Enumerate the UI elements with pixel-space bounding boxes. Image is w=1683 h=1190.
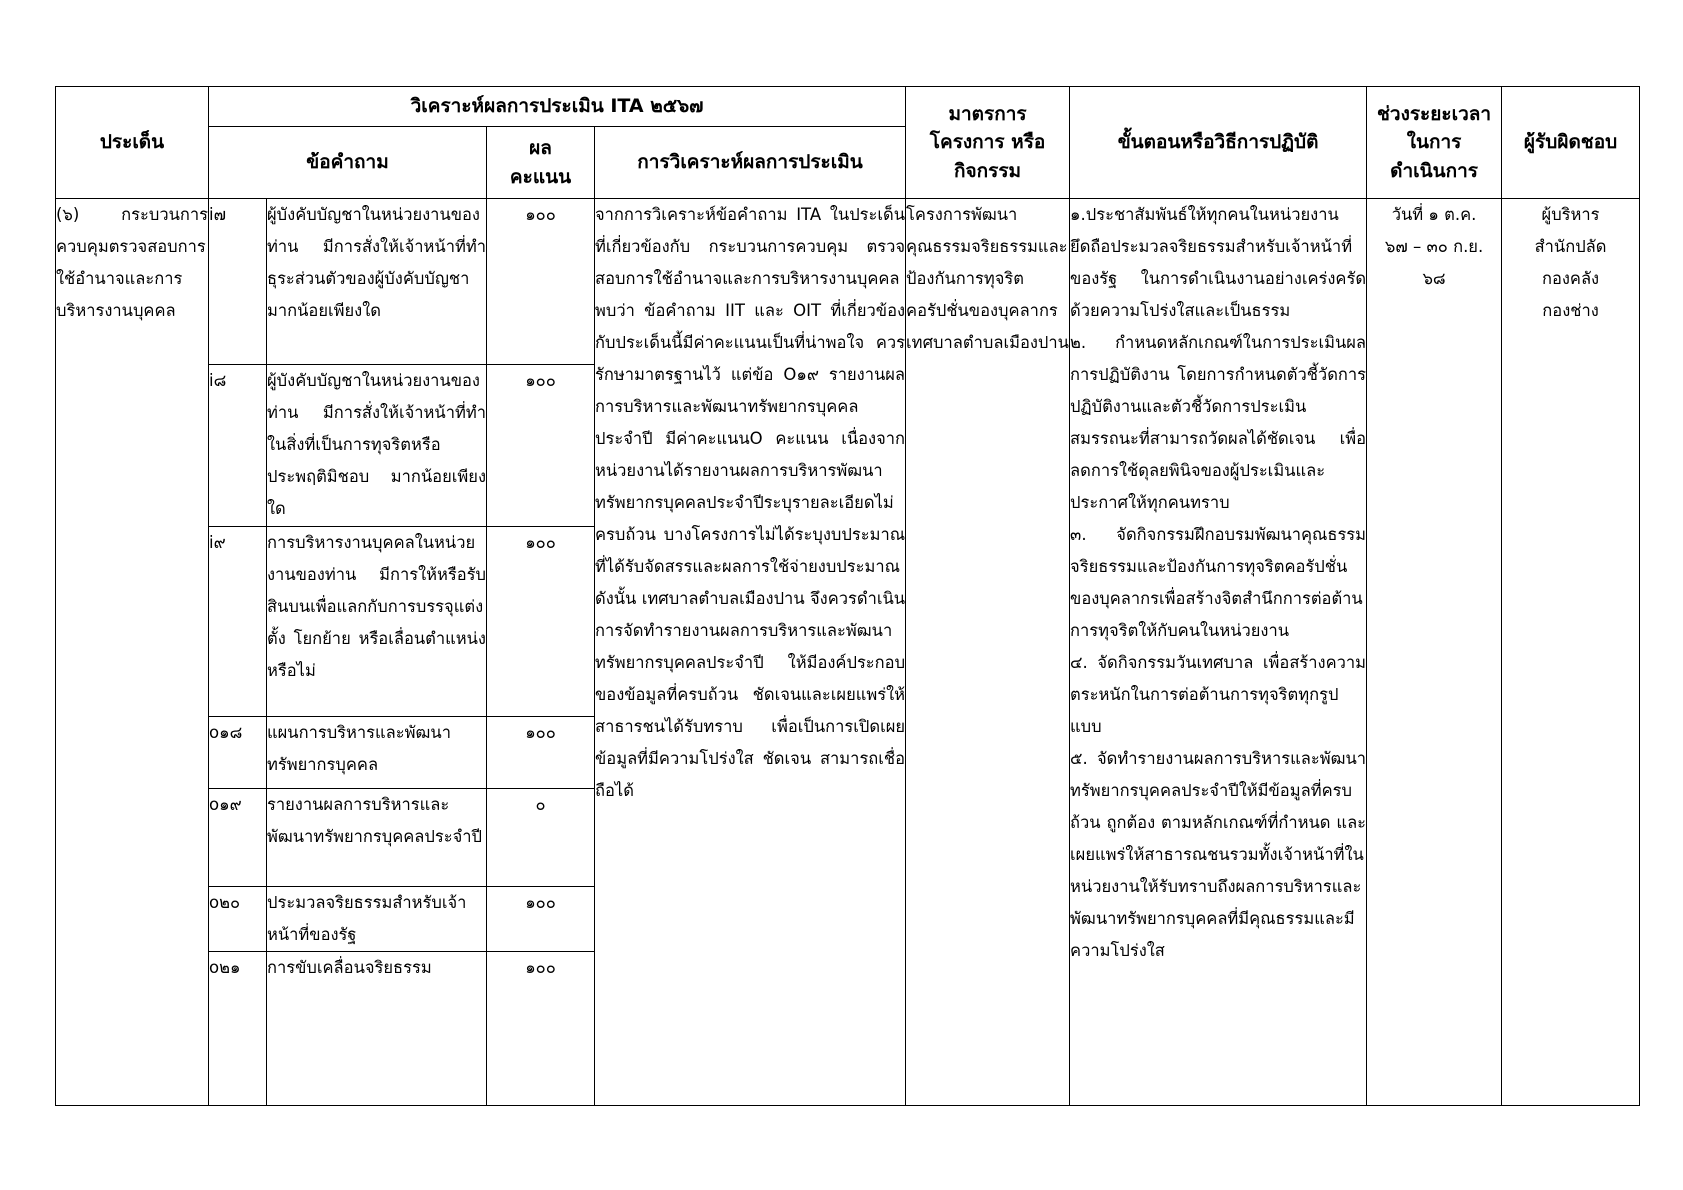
ita-analysis-table (55, 86, 1640, 1106)
question-code: i๘ (209, 365, 267, 527)
period-line: ๖๗ – ๓๐ ก.ย. (1384, 237, 1484, 256)
question-score: ๑๐๐ (487, 887, 595, 952)
responsible-line: สำนักปลัด (1534, 237, 1607, 256)
question-code: o๒๐ (209, 887, 267, 952)
responsible-line: กองคลัง (1541, 269, 1600, 288)
question-score: ๑๐๐ (487, 365, 595, 527)
question-text: ผู้บังคับบัญชาในหน่วยงานของท่าน มีการสั่งให้เจ้าหน้าที่ทำธุระส่วนตัวของผู้บังคับบัญชา มากน้อยเพียงใด (267, 199, 487, 365)
question-code: o๒๑ (209, 952, 267, 1106)
question-text: แผนการบริหารและพัฒนาทรัพยากรบุคคล (267, 717, 487, 789)
responsible-cell (1502, 199, 1640, 1106)
question-score: ๑๐๐ (487, 527, 595, 717)
question-code: o๑๙ (209, 789, 267, 887)
header-procedure: ขั้นตอนหรือวิธีการปฏิบัติ (1070, 87, 1367, 199)
question-code: i๗ (209, 199, 267, 365)
question-text: การขับเคลื่อนจริยธรรม (267, 952, 487, 1106)
question-score: ๑๐๐ (487, 717, 595, 789)
issue-cell: (๖) กระบวนการควบคุมตรวจสอบการใช้อำนาจและการบริหารงานบุคคล (56, 199, 209, 1106)
question-text: ผู้บังคับบัญชาในหน่วยงานของท่าน มีการสั่งให้เจ้าหน้าที่ทำในสิ่งที่เป็นการทุจริตหรือประพฤติมิชอบ มากน้อยเพียงใด (267, 365, 487, 527)
question-score: ๑๐๐ (487, 199, 595, 365)
header-measure-line3: กิจกรรม (954, 159, 1022, 182)
header-score-line1: ผล (529, 137, 552, 159)
procedure-step: ๒. กำหนดหลักเกณฑ์ในการประเมินผลการปฏิบัติงาน โดยการกำหนดตัวชี้วัดการปฏิบัติงานและตัวชี้วัดการประเมินสมรรถนะที่สามารถวัดผลได้ชัดเจน เพื่อลดการใช้ดุลยพินิจของผู้ประเมินและประกาศให้ทุกคนทราบ (1070, 333, 1367, 512)
header-score-line2: คะแนน (509, 165, 572, 188)
period-cell (1367, 199, 1502, 1106)
measure-cell: โครงการพัฒนาคุณธรรมจริยธรรมและป้องกันการทุจริตคอรัปชั่นของบุคลากรเทศบาลตำบลเมืองปาน (906, 199, 1070, 1106)
header-analysis: การวิเคราะห์ผลการประเมิน (595, 127, 906, 199)
header-question: ข้อคำถาม (209, 127, 487, 199)
header-analysis-group: วิเคราะห์ผลการประเมิน ITA ๒๕๖๗ (209, 87, 906, 127)
header-period (1367, 87, 1502, 199)
period-line: ๖๘ (1422, 269, 1446, 288)
analysis-cell: จากการวิเคราะห์ข้อคำถาม ITA ในประเด็นที่เกี่ยวข้องกับ กระบวนการควบคุม ตรวจสอบการใช้อำนาจและการบริหารงานบุคคล พบว่า ข้อคำถาม IIT และ OIT ที่เกี่ยวข้องกับประเด็นนี้มีค่าคะแนนเป็นที่น่าพอใจ ควรรักษามาตรฐานไว้ แต่ข้อ O๑๙ รายงานผลการบริหารและพัฒนาทรัพยากรบุคคลประจำปี มีค่าคะแนนO คะแนน เนื่องจากหน่วยงานได้รายงานผลการบริหารพัฒนาทรัพยากรบุคคลประจำปีระบุรายละเอียดไม่ครบถ้วน บางโครงการไม่ได้ระบุงบประมาณที่ได้รับจัดสรรและผลการใช้จ่ายงบประมาณ ดังนั้น เทศบาลตำบลเมืองปาน จึงควรดำเนินการจัดทำรายงานผลการบริหารและพัฒนาทรัพยากรบุคคลประจำปี ให้มีองค์ประกอบของข้อมูลที่ครบถ้วน ชัดเจนและเผยแพร่ให้สาธารชนได้รับทราบ เพื่อเป็นการเปิดเผยข้อมูลที่มีความโปร่งใส ชัดเจน สามารถเชื่อถือได้ (595, 199, 906, 1106)
procedure-step: ๑.ประชาสัมพันธ์ให้ทุกคนในหน่วยงาน ยึดถือประมวลจริยธรรมสำหรับเจ้าหน้าที่ของรัฐ ในการดำเนินงานอย่างเคร่งครัด ด้วยความโปร่งใสและเป็นธรรม (1070, 205, 1367, 320)
header-responsible: ผู้รับผิดชอบ (1502, 87, 1640, 199)
question-text: การบริหารงานบุคคลในหน่วยงานของท่าน มีการให้หรือรับสินบนเพื่อแลกกับการบรรจุแต่งตั้ง โยกย้าย หรือเลื่อนตำแหน่งหรือไม่ (267, 527, 487, 717)
procedure-step: ๕. จัดทำรายงานผลการบริหารและพัฒนาทรัพยากรบุคคลประจำปีให้มีข้อมูลที่ครบถ้วน ถูกต้อง ตามหลักเกณฑ์ที่กำหนด และเผยแพร่ให้สาธารณชนรวมทั้งเจ้าหน้าที่ในหน่วยงานให้รับทราบถึงผลการบริหารและพัฒนาทรัพยากรบุคคลที่มีคุณธรรมและมีความโปร่งใส (1070, 749, 1367, 960)
question-code: o๑๘ (209, 717, 267, 789)
question-score: ๐ (487, 789, 595, 887)
header-period-line1: ช่วงระยะเวลา (1377, 102, 1492, 125)
question-text: รายงานผลการบริหารและพัฒนาทรัพยากรบุคคลประจำปี (267, 789, 487, 887)
responsible-line: กองช่าง (1542, 301, 1599, 320)
question-code: i๙ (209, 527, 267, 717)
header-measure-line1: มาตรการ (948, 102, 1027, 125)
procedure-step: ๓. จัดกิจกรรมฝึกอบรมพัฒนาคุณธรรมจริยธรรมและป้องกันการทุจริตคอรัปชั่นของบุคลากรเพื่อสร้างจิตสำนึกการต่อต้านการทุจริตให้กับคนในหน่วยงาน (1070, 525, 1367, 640)
question-text: ประมวลจริยธรรมสำหรับเจ้าหน้าที่ของรัฐ (267, 887, 487, 952)
header-issue: ประเด็น (56, 87, 209, 199)
header-period-line3: ดำเนินการ (1390, 159, 1478, 182)
question-score: ๑๐๐ (487, 952, 595, 1106)
procedure-step: ๔. จัดกิจกรรมวันเทศบาล เพื่อสร้างความตระหนักในการต่อต้านการทุจริตทุกรูปแบบ (1070, 653, 1367, 736)
header-period-line2: ในการ (1406, 131, 1462, 154)
header-score (487, 127, 595, 199)
responsible-line: ผู้บริหาร (1541, 205, 1600, 224)
header-measure (906, 87, 1070, 199)
period-line: วันที่ ๑ ต.ค. (1391, 205, 1477, 224)
header-measure-line2: โครงการ หรือ (929, 131, 1046, 154)
procedure-cell (1070, 199, 1367, 1106)
